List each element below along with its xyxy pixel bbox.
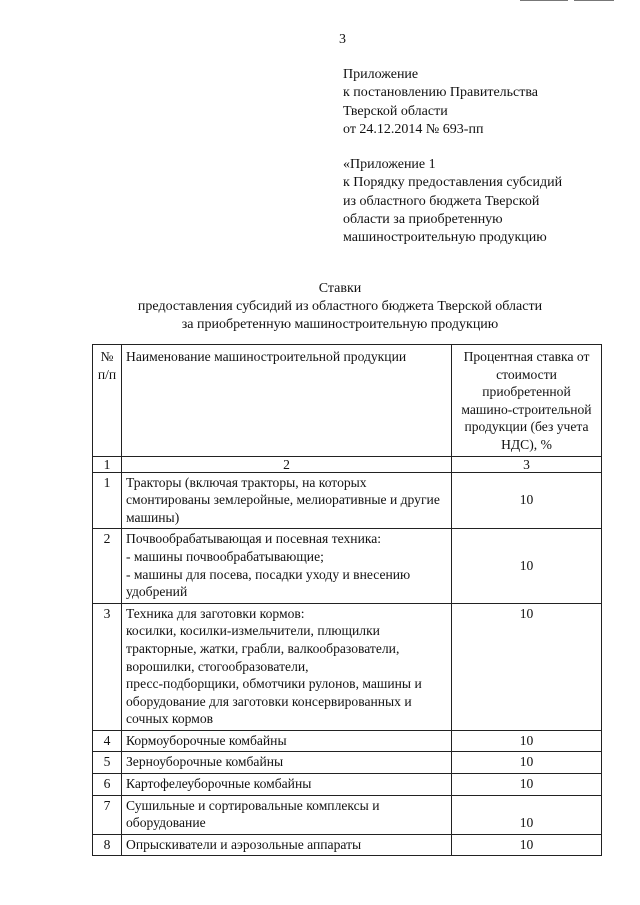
row-product-name: Кормоуборочные комбайны (122, 730, 452, 752)
row-product-name: Почвообрабатывающая и посевная техника: - машины почвообрабатывающие; - машины для посева, посадки уходу и внесению удобрений (122, 529, 452, 603)
row-number: 3 (93, 603, 122, 730)
appendix-line: Тверской области (343, 103, 448, 119)
header-name: Наименование машиностроительной продукции (122, 345, 452, 457)
scan-edge-mark (520, 0, 640, 2)
row-number: 1 (93, 472, 122, 529)
title-line: за приобретенную машиностроительную продукцию (181, 317, 499, 332)
row-product-name: Зерноуборочные комбайны (122, 752, 452, 774)
column-index: 1 (93, 456, 122, 472)
table-row (93, 795, 602, 834)
header-rate: Процентная ставка от стоимости приобретенной машино-строительной продукции (без учета НДС), % (452, 345, 602, 457)
sub-appendix-line: к Порядку предоставления субсидий (343, 175, 563, 191)
row-rate: 10 (452, 529, 602, 603)
row-number: 5 (93, 752, 122, 774)
row-number: 8 (93, 834, 122, 856)
row-number: 4 (93, 730, 122, 752)
sub-appendix-line: области за приобретенную (343, 211, 503, 227)
appendix-header (343, 66, 538, 139)
appendix-line: к постановлению Правительства (343, 85, 539, 101)
appendix-line: от 24.12.2014 № 693-пп (343, 121, 484, 137)
row-rate: 10 (452, 774, 602, 796)
document-title (40, 280, 640, 334)
header-num: № п/п (93, 345, 122, 457)
row-rate: 10 (452, 472, 602, 529)
table-row (93, 774, 602, 796)
table-row (93, 730, 602, 752)
sub-appendix-header (343, 156, 562, 247)
title-line: Ставки (318, 281, 362, 296)
row-product-name: Тракторы (включая тракторы, на которых смонтированы землеройные, мелиоративные и другие машины) (122, 472, 452, 529)
row-product-name: Картофелеуборочные комбайны (122, 774, 452, 796)
row-number: 7 (93, 795, 122, 834)
column-index: 3 (452, 456, 602, 472)
column-index: 2 (122, 456, 452, 472)
sub-appendix-line: машиностроительную продукцию (343, 230, 547, 246)
table-row (93, 752, 602, 774)
table-row (93, 529, 602, 603)
row-rate: 10 (452, 730, 602, 752)
row-number: 6 (93, 774, 122, 796)
page-number: 3 (339, 32, 346, 47)
row-product-name: Сушильные и сортировальные комплексы и оборудование (122, 795, 452, 834)
table-row (93, 472, 602, 529)
row-rate: 10 (452, 603, 602, 730)
column-index-row (93, 456, 602, 472)
table-row (93, 834, 602, 856)
row-product-name: Опрыскиватели и аэрозольные аппараты (122, 834, 452, 856)
table-header-row (93, 345, 602, 457)
appendix-line: Приложение (343, 67, 419, 82)
sub-appendix-line: из областного бюджета Тверской (343, 193, 540, 209)
rates-table (92, 344, 602, 856)
rates-table-body (93, 345, 602, 856)
table-row (93, 603, 602, 730)
sub-appendix-line: «Приложение 1 (343, 157, 436, 172)
row-number: 2 (93, 529, 122, 603)
row-rate: 10 (452, 834, 602, 856)
row-rate: 10 (452, 795, 602, 834)
row-product-name: Техника для заготовки кормов: косилки, косилки-измельчители, плющилки тракторные, жатки, грабли, валкообразователи, ворошилки, стогообразователи, пресс-подборщики, обмотчики рулонов, машины и оборудование для заготовки консервированных и сочных кормов (122, 603, 452, 730)
title-line: предоставления субсидий из областного бюджета Тверской области (137, 299, 543, 314)
row-rate: 10 (452, 752, 602, 774)
